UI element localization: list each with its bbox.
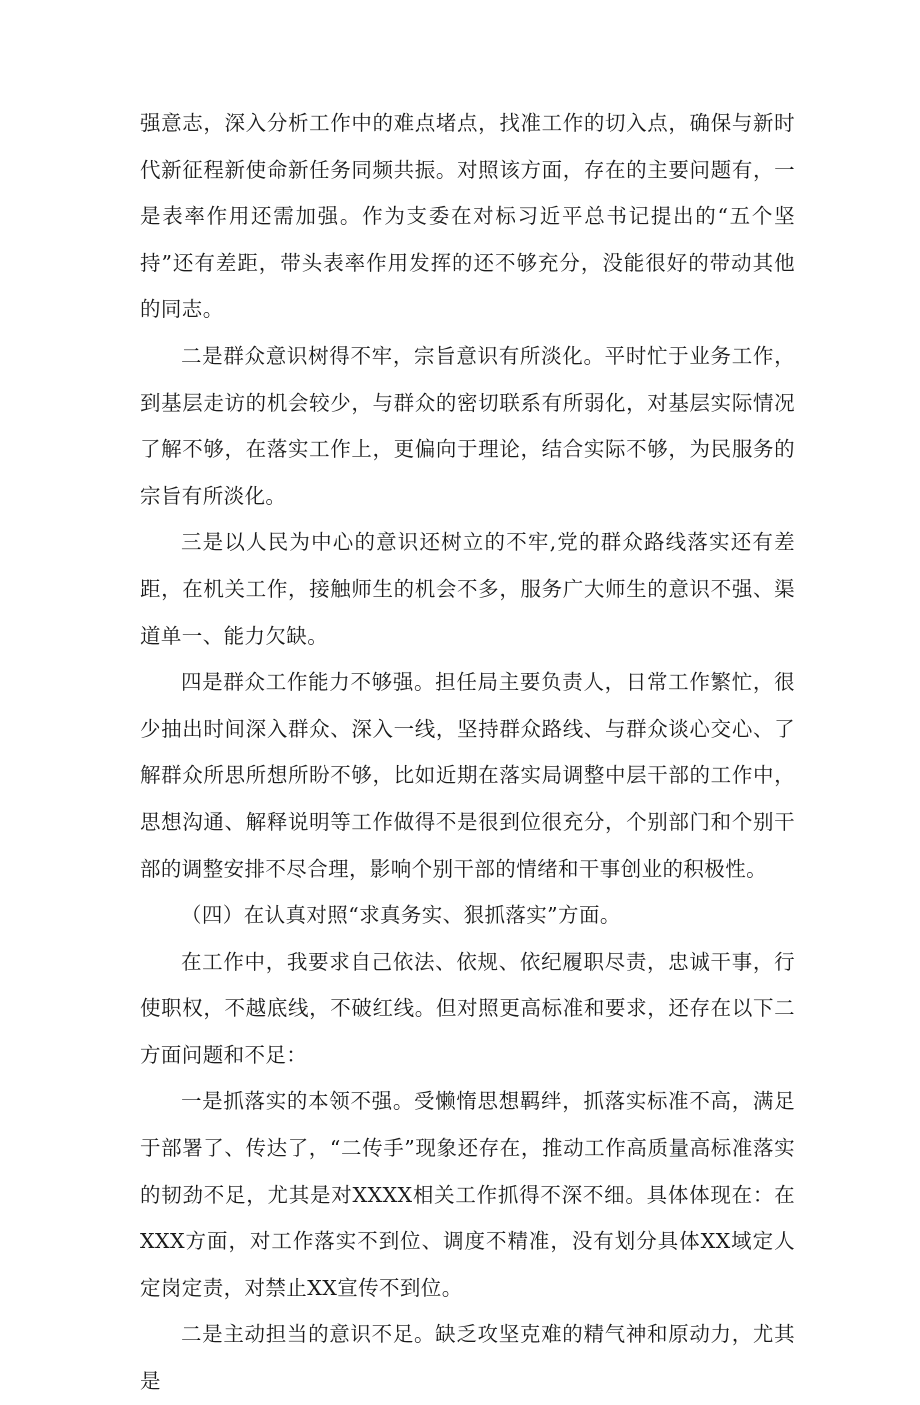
paragraph-3: 三是以人民为中心的意识还树立的不牢,党的群众路线落实还有差距，在机关工作，接触师生的机会不多，服务广大师生的意识不强、渠道单一、能力欠缺。: [140, 530, 795, 648]
paragraph-7: 二是主动担当的意识不足。缺乏攻坚克难的精气神和原动力，尤其是: [140, 1322, 795, 1394]
paragraph-2: 二是群众意识树得不牢，宗旨意识有所淡化。平时忙于业务工作，到基层走访的机会较少，与群众的密切联系有所弱化，对基层实际情况了解不够，在落实工作上，更偏向于理论，结合实际不够，为民服务的宗旨有所淡化。: [140, 343, 795, 508]
document-body: [140, 100, 795, 1405]
section-heading-4: （四）在认真对照“求真务实、狠抓落实”方面。: [181, 903, 621, 928]
paragraph-6: 一是抓落实的本领不强。受懒惰思想羁绊，抓落实标准不高，满足于部署了、传达了，“二传手”现象还存在，推动工作高质量高标准落实的韧劲不足，尤其是对XXXX相关工作抓得不深不细。具体体现在：在XXX方面，对工作落实不到位、调度不精准，没有划分具体XX域定人定岗定责，对禁止XX宣传不到位。: [140, 1089, 795, 1300]
paragraph-4: 四是群众工作能力不够强。担任局主要负责人，日常工作繁忙，很少抽出时间深入群众、深入一线，坚持群众路线、与群众谈心交心、了解群众所思所想所盼不够，比如近期在落实局调整中层干部的工作中，思想沟通、解释说明等工作做得不是很到位很充分，个别部门和个别干部的调整安排不尽合理，影响个别干部的情绪和干事创业的积极性。: [140, 670, 795, 881]
paragraph-1: 强意志，深入分析工作中的难点堵点，找准工作的切入点，确保与新时代新征程新使命新任务同频共振。对照该方面，存在的主要问题有，一是表率作用还需加强。作为支委在对标习近平总书记提出的“五个坚持”还有差距，带头表率作用发挥的还不够充分，没能很好的带动其他的同志。: [140, 111, 795, 322]
paragraph-5: 在工作中，我要求自己依法、依规、依纪履职尽责，忠诚干事，行使职权，不越底线，不破红线。但对照更高标准和要求，还存在以下二方面问题和不足：: [140, 949, 795, 1067]
